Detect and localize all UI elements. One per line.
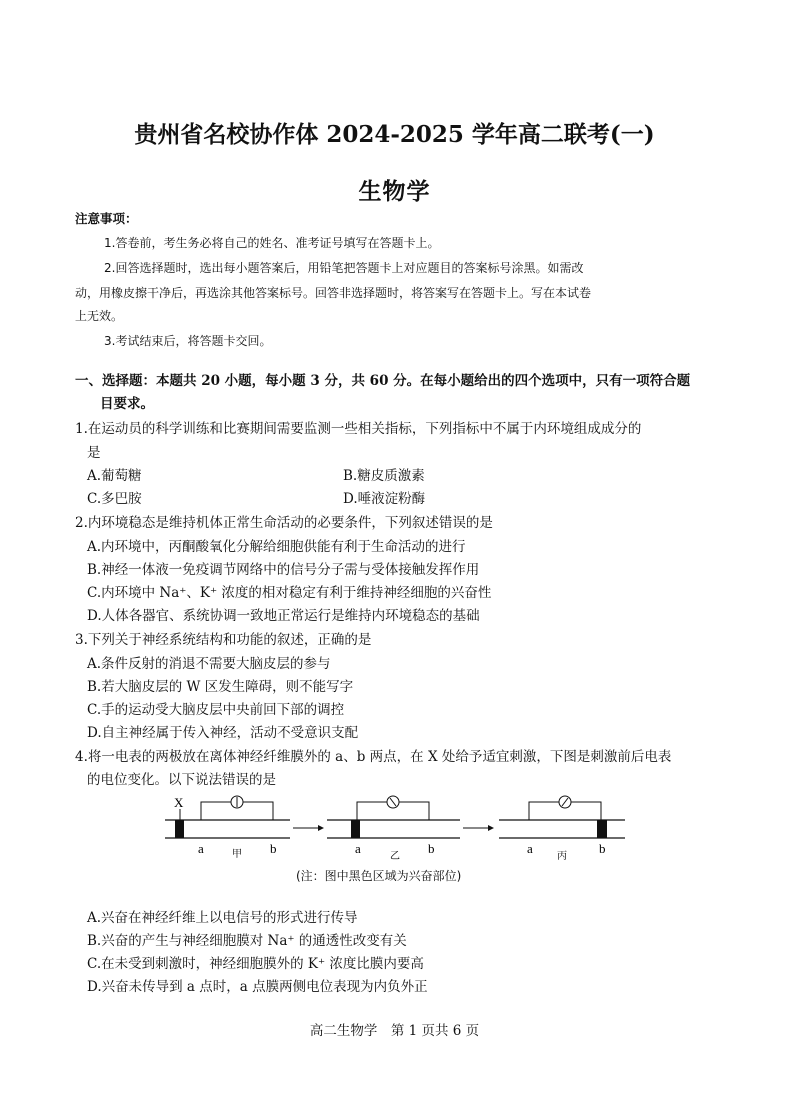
notice-heading: 注意事项：	[75, 211, 138, 226]
notice-line-3: 3.考试结束后，将答题卡交回。	[104, 334, 272, 348]
subject-title: 生物学	[358, 178, 431, 205]
point-b-label: b	[270, 841, 277, 856]
stimulus-x-label: X	[174, 795, 184, 810]
q1-option-d: D.唾液淀粉酶	[343, 491, 426, 507]
point-b-label: b	[428, 841, 435, 856]
section-heading-cont: 目要求。	[100, 396, 154, 412]
q2-option-a: A.内环境中，丙酮酸氧化分解给细胞供能有利于生命活动的进行	[87, 539, 466, 555]
q1-option-c: C.多巴胺	[87, 491, 142, 507]
excited-region	[597, 820, 607, 838]
point-a-label: a	[527, 841, 533, 856]
q2-option-b: B.神经一体液一免疫调节网络中的信号分子需与受体接触发挥作用	[87, 562, 480, 578]
q4-option-a: A.兴奋在神经纤维上以电信号的形式进行传导	[87, 910, 358, 926]
q2-stem: 2.内环境稳态是维持机体正常生命活动的必要条件，下列叙述错误的是	[75, 515, 493, 531]
panel-name-yi: 乙	[390, 851, 400, 862]
q3-option-c: C.手的运动受大脑皮层中央前回下部的调控	[87, 702, 345, 718]
q3-option-a: A.条件反射的消退不需要大脑皮层的参与	[87, 656, 331, 672]
point-a-label: a	[198, 841, 204, 856]
q3-stem: 3.下列关于神经系统结构和功能的叙述，正确的是	[75, 632, 372, 648]
point-a-label: a	[355, 841, 361, 856]
q4-option-b: B.兴奋的产生与神经细胞膜对 Na⁺ 的通透性改变有关	[87, 933, 407, 949]
q4-stem: 4.将一电表的两极放在离体神经纤维膜外的 a、b 两点，在 X 处给予适宜刺激，下图是刺激前后电表	[75, 749, 672, 765]
q3-option-b: B.若大脑皮层的 W 区发生障碍，则不能写字	[87, 679, 354, 695]
notice-line-2a: 2.回答选择题时，选出每小题答案后，用铅笔把答题卡上对应题目的答案标号涂黑。如需改	[104, 261, 584, 275]
excited-region	[175, 820, 184, 838]
arrow-1	[293, 825, 324, 831]
q2-option-c: C.内环境中 Na⁺、K⁺ 浓度的相对稳定有利于维持神经细胞的兴奋性	[87, 585, 492, 601]
q1-option-b: B.糖皮质激素	[343, 468, 425, 484]
notice-line-2b: 动，用橡皮擦干净后，再选涂其他答案标号。回答非选择题时，将答案写在答题卡上。写在本试卷	[75, 286, 592, 300]
diagram-panel-bing	[499, 796, 625, 862]
excited-region	[351, 820, 360, 838]
section-heading: 一、选择题：本题共 20 小题，每小题 3 分，共 60 分。在每小题给出的四个选项中，只有一项符合题	[75, 373, 691, 389]
panel-name-bing: 丙	[557, 851, 567, 862]
diagram-note: (注：图中黑色区域为兴奋部位)	[296, 869, 462, 883]
diagram-panel-jia	[165, 795, 290, 860]
q1-stem: 1.在运动员的科学训练和比赛期间需要监测一些相关指标，下列指标中不属于内环境组成成分的	[75, 421, 642, 437]
q4-option-d: D.兴奋未传导到 a 点时，a 点膜两侧电位表现为内负外正	[87, 979, 428, 995]
q2-option-d: D.人体各器官、系统协调一致地正常运行是维持内环境稳态的基础	[87, 608, 480, 624]
q4-option-c: C.在未受到刺激时，神经细胞膜外的 K⁺ 浓度比膜内要高	[87, 956, 424, 972]
panel-name-jia: 甲	[232, 849, 242, 860]
notice-line-1: 1.答卷前，考生务必将自己的姓名、准考证号填写在答题卡上。	[104, 236, 440, 250]
arrow-2	[463, 825, 494, 831]
point-b-label: b	[599, 841, 606, 856]
q1-stem-cont: 是	[87, 445, 101, 461]
q1-option-a: A.葡萄糖	[87, 468, 142, 484]
exam-title: 贵州省名校协作体 2024-2025 学年高二联考(一)	[134, 121, 655, 148]
page-footer: 高二生物学 第 1 页共 6 页	[309, 1023, 480, 1039]
diagram-panel-yi	[327, 796, 460, 862]
q3-option-d: D.自主神经属于传入神经，活动不受意识支配	[87, 725, 359, 741]
q4-stem-cont: 的电位变化。以下说法错误的是	[87, 772, 276, 788]
notice-line-2c: 上无效。	[75, 309, 124, 323]
